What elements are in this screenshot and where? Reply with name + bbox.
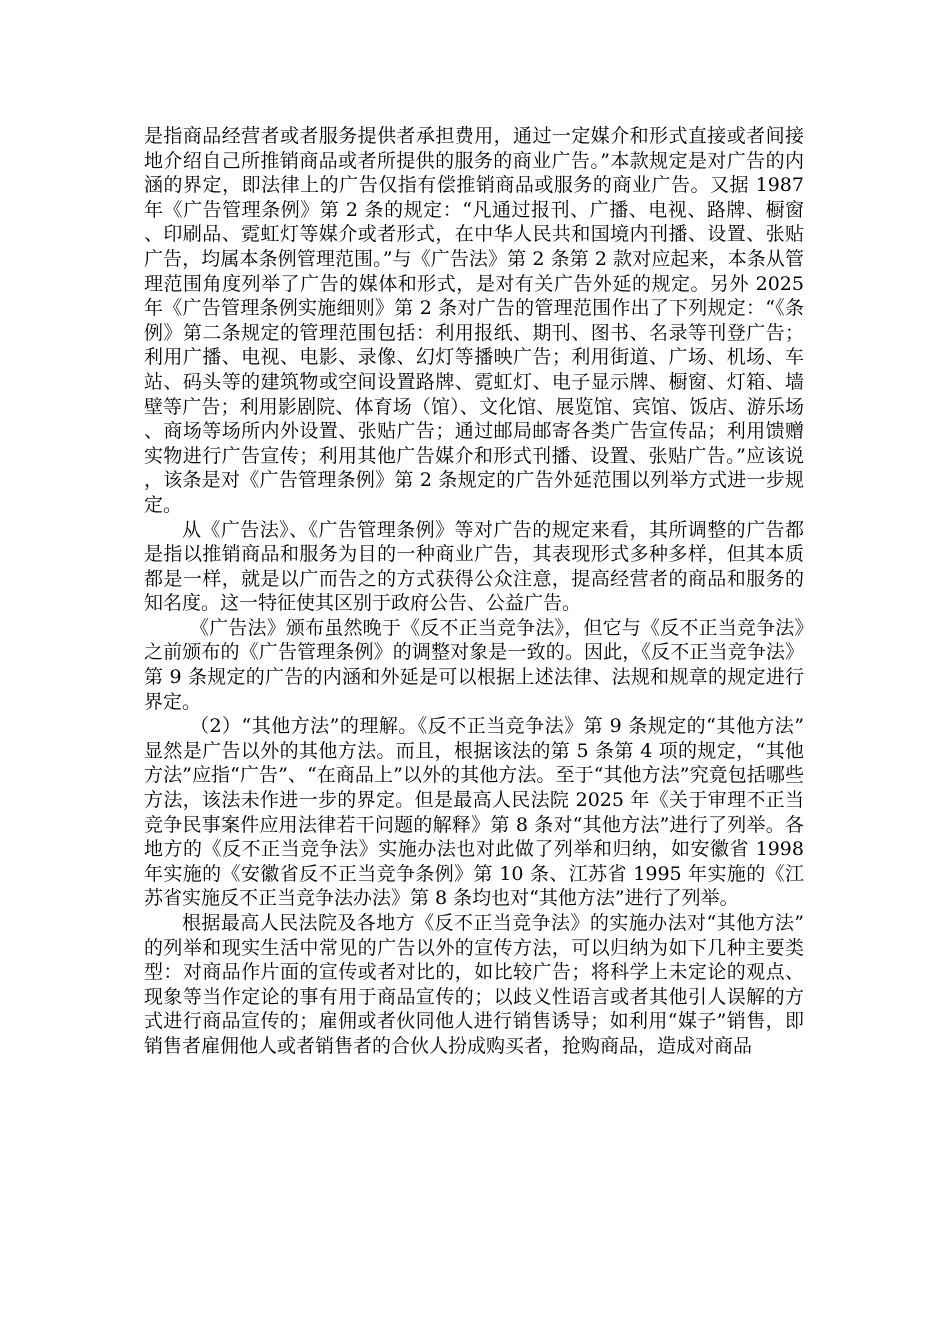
document-page xyxy=(144,124,804,1059)
paragraph-advertising-scope: 是指商品经营者或者服务提供者承担费用，通过一定媒介和形式直接或者间接地介绍自己所推销商品或者所提供的服务的商业广告。”本款规定是对广告的内涵的界定，即法律上的广告仅指有偿推销商品或服务的商业广告。又据 1987 年《广告管理条例》第 2 条的规定：“凡通过报刊、广播、电视、路牌、橱窗、印刷品、霓虹灯等媒介或者形式，在中华人民共和国境内刊播、设置、张贴广告，均属本条例管理范围。”与《广告法》第 2 条第 2 款对应起来，本条从管理范围角度列举了广告的媒体和形式，是对有关广告外延的规定。另外 2025 年《广告管理条例实施细则》第 2 条对广告的管理范围作出了下列规定：“《条例》第二条规定的管理范围包括：利用报纸、期刊、图书、名录等刊登广告；利用广播、电视、电影、录像、幻灯等播映广告；利用街道、广场、机场、车站、码头等的建筑物或空间设置路牌、霓虹灯、电子显示牌、橱窗、灯箱、墙壁等广告；利用影剧院、体育场（馆）、文化馆、展览馆、宾馆、饭店、游乐场、商场等场所内外设置、张贴广告；通过邮局邮寄各类广告宣传品；利用馈赠实物进行广告宣传；利用其他广告媒介和形式刊播、设置、张贴广告。”应该说，该条是对《广告管理条例》第 2 条规定的广告外延范围以列举方式进一步规定。 xyxy=(144,125,804,516)
paragraph-method-types: 根据最高人民法院及各地方《反不正当竞争法》的实施办法对“其他方法”的列举和现实生活中常见的广告以外的宣传方法，可以归纳为如下几种主要类型：对商品作片面的宣传或者对比的，如比较广告；将科学上未定论的观点、现象等当作定论的事有用于商品宣传的；以歧义性语言或者其他引人误解的方式进行商品宣传的；雇佣或者伙同他人进行销售诱导；如利用“媒子”销售，即销售者雇佣他人或者销售者的合伙人扮成购买者，抢购商品，造成对商品 xyxy=(144,912,804,1057)
paragraph-other-methods: （2）“其他方法”的理解。《反不正当竞争法》第 9 条规定的“其他方法”显然是广告以外的其他方法。而且，根据该法的第 5 条第 4 项的规定，“其他方法”应指“广告”、“在商品上”以外的其他方法。至于“其他方法”究竟包括哪些方法，该法未作进一步的界定。但是最高人民法院 2025 年《关于审理不正当竞争民事案件应用法律若干问题的解释》第 8 条对“其他方法”进行了列举。各地方的《反不正当竞争法》实施办法也对此做了列举和归纳，如安徽省 1998 年实施的《安徽省反不正当竞争条例》第 10 条、江苏省 1995 年实施的《江苏省实施反不正当竞争法办法》第 8 条均也对“其他方法”进行了列举。 xyxy=(144,715,804,910)
paragraph-advertising-nature: 从《广告法》、《广告管理条例》等对广告的规定来看，其所调整的广告都是指以推销商品和服务为目的一种商业广告，其表现形式多种多样，但其本质都是一样，就是以广而告之的方式获得公众注意，提高经营者的商品和服务的知名度。这一特征使其区别于政府公告、公益广告。 xyxy=(144,518,804,615)
paragraph-advertising-law-relation: 《广告法》颁布虽然晚于《反不正当竞争法》，但它与《反不正当竞争法》之前颁布的《广告管理条例》的调整对象是一致的。因此，《反不正当竞争法》第 9 条规定的广告的内涵和外延是可以根据上述法律、法规和规章的规定进行界定。 xyxy=(144,616,804,713)
